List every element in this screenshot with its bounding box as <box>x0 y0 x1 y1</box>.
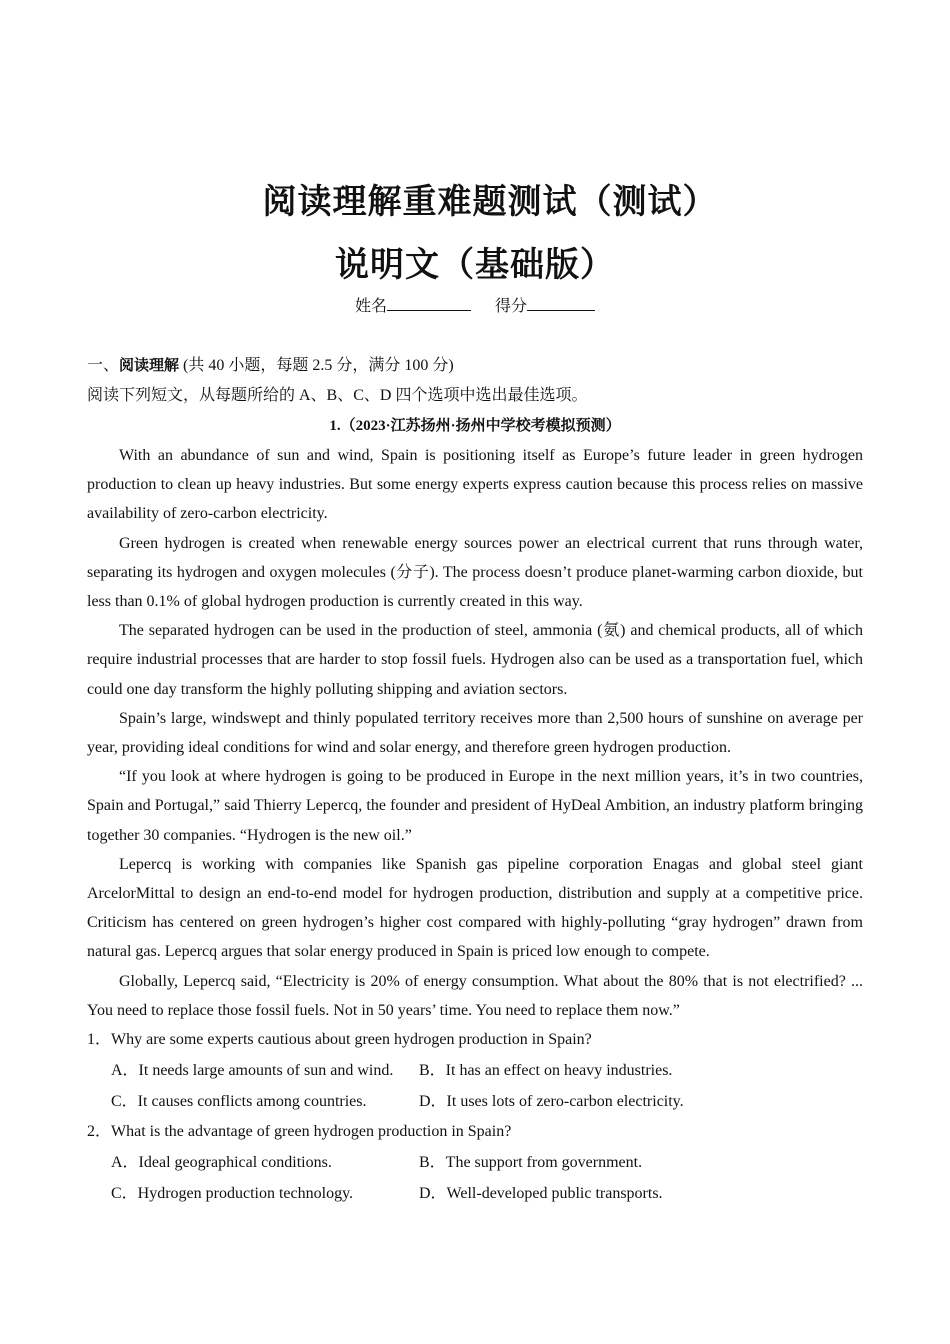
score-label: 得分 <box>495 298 528 315</box>
option-b[interactable]: B．The support from government. <box>419 1154 643 1172</box>
passage-paragraph: Green hydrogen is created when renewable energy sources power an electrical current that runs through water, separating its hydrogen and oxygen molecules (分子). The process doesn’t produce planet-warming carbon dioxide, but less than 0.1% of global hydrogen production is currently created in this way. <box>87 534 863 611</box>
name-score-line <box>0 293 950 316</box>
option-a[interactable]: A．It needs large amounts of sun and wind. <box>111 1061 394 1079</box>
option-c[interactable]: C．Hydrogen production technology. <box>111 1185 354 1203</box>
passage-paragraph: The separated hydrogen can be used in the production of steel, ammonia (氨) and chemical products, all of which require industrial processes that are harder to stop fossil fuels. Hydrogen also can be used as a transportation fuel, which could one day transform the highly polluting shipping and aviation sectors. <box>87 622 863 698</box>
page-subtitle: 说明文（基础版） <box>335 245 615 285</box>
option-b[interactable]: B．It has an effect on heavy industries. <box>419 1061 673 1079</box>
exam-content <box>87 350 863 1210</box>
option-d[interactable]: D．Well-developed public transports. <box>419 1185 663 1203</box>
question-stem: 2．What is the advantage of green hydrogen production in Spain? <box>87 1123 512 1141</box>
name-blank[interactable] <box>387 296 471 311</box>
passage-paragraph: Spain’s large, windswept and thinly populated territory receives more than 2,500 hours of sunshine on average per year, providing ideal conditions for wind and solar energy, and therefore green hydrogen production. <box>87 709 863 757</box>
passage-paragraph: “If you look at where hydrogen is going to be produced in Europe in the next million years, it’s in two countries, Spain and Portugal,” said Thierry Lepercq, the founder and president of HyDeal Ambition, an industry platform bringing together 30 companies. “Hydrogen is the new oil.” <box>87 768 863 844</box>
section-heading: 一、阅读理解 (共 40 小题，每题 2.5 分，满分 100 分) <box>87 356 454 374</box>
passage-paragraph: With an abundance of sun and wind, Spain is positioning itself as Europe’s future leader in green hydrogen production to clean up heavy industries. But some energy experts express caution because this process relies on massive availability of zero-carbon electricity. <box>87 447 863 523</box>
page-title: 阅读理解重难题测试（测试） <box>262 182 718 222</box>
section-heading-bold: 阅读理解 <box>119 356 180 374</box>
option-a[interactable]: A．Ideal geographical conditions. <box>111 1154 332 1172</box>
question-options <box>87 1056 863 1118</box>
passage-paragraph: Lepercq is working with companies like Spanish gas pipeline corporation Enagas and global steel giant ArcelorMittal to design an end-to-end model for hydrogen production, distribution and supply at a competitive price. Criticism has centered on green hydrogen’s higher cost compared with highly-polluting “gray hydrogen” drawn from natural gas. Lepercq argues that solar energy produced in Spain is priced low enough to compete. <box>87 855 863 961</box>
section-heading-note: (共 40 小题，每题 2.5 分，满分 100 分) <box>179 357 454 374</box>
name-label: 姓名 <box>354 298 387 315</box>
option-d[interactable]: D．It uses lots of zero-carbon electricity. <box>419 1092 684 1110</box>
section-instruction: 阅读下列短文，从每题所给的 A、B、C、D 四个选项中选出最佳选项。 <box>87 387 588 404</box>
passage-title: 1.（2023·江苏扬州·扬州中学校考模拟预测） <box>329 418 621 434</box>
question-options <box>87 1148 863 1210</box>
question-stem: 1．Why are some experts cautious about green hydrogen production in Spain? <box>87 1031 592 1049</box>
passage-paragraph: Globally, Lepercq said, “Electricity is 20% of energy consumption. What about the 80% that is not electrified? ... You need to replace those fossil fuels. Not in 50 years’ time. You need to replace them now.” <box>87 972 863 1019</box>
score-blank[interactable] <box>527 296 595 311</box>
option-c[interactable]: C．It causes conflicts among countries. <box>111 1092 367 1110</box>
